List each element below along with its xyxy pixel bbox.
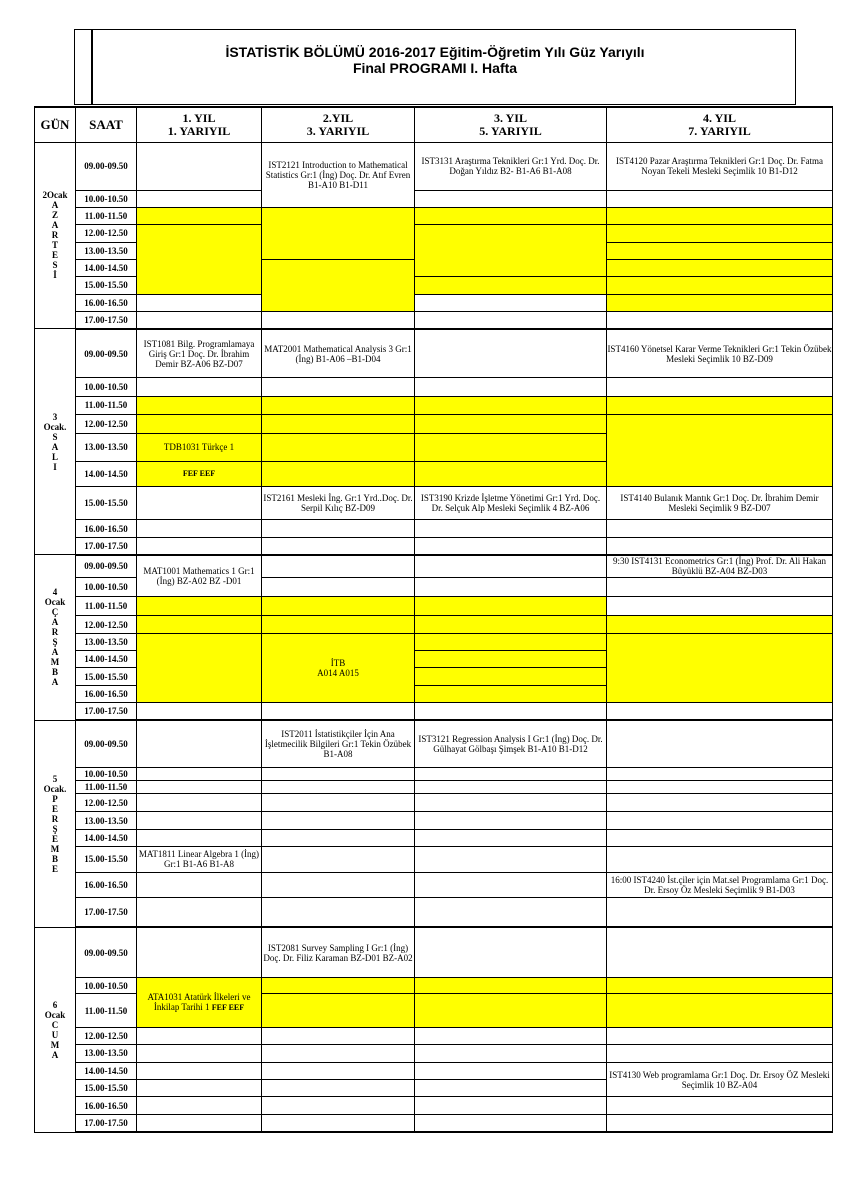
- empty-cell: [415, 927, 607, 977]
- empty-cell: [607, 812, 833, 829]
- time-cell: 15.00-15.50: [76, 668, 137, 685]
- empty-cell: [262, 898, 415, 928]
- empty-cell: [415, 812, 607, 829]
- empty-cell: [137, 1080, 262, 1097]
- empty-cell: [262, 1062, 415, 1079]
- time-cell: 13.00-13.50: [76, 633, 137, 650]
- highlight-cell: [262, 616, 415, 633]
- exam-schedule-table: [34, 106, 833, 1133]
- time-cell: 16.00-16.50: [76, 1097, 137, 1114]
- time-cell: 10.00-10.50: [76, 190, 137, 207]
- time-cell: 12.00-12.50: [76, 415, 137, 433]
- time-cell: 15.00-15.50: [76, 847, 137, 873]
- highlight-cell: [607, 259, 833, 276]
- time-cell: 12.00-12.50: [76, 1027, 137, 1044]
- time-cell: 09.00-09.50: [76, 927, 137, 977]
- highlight-cell: [137, 396, 262, 414]
- empty-cell: [415, 898, 607, 928]
- time-cell: 17.00-17.50: [76, 1114, 137, 1132]
- page-title: İSTATİSTİK BÖLÜMÜ 2016-2017 Eğitim-Öğretim Yılı Güz Yarıyılı: [225, 44, 645, 60]
- highlight-cell: [137, 225, 262, 294]
- highlight-cell: [607, 225, 833, 242]
- highlight-cell: [262, 207, 415, 259]
- empty-cell: [262, 520, 415, 537]
- day-friday: 6 Ocak C U M A: [35, 927, 76, 1132]
- time-cell: 12.00-12.50: [76, 794, 137, 812]
- highlight-cell: [262, 396, 415, 414]
- empty-cell: [607, 847, 833, 873]
- empty-cell: [137, 794, 262, 812]
- empty-cell: [137, 829, 262, 846]
- empty-cell: [415, 1027, 607, 1044]
- time-cell: 17.00-17.50: [76, 898, 137, 928]
- empty-cell: [137, 142, 262, 190]
- col-header-year3: 3. YIL 5. YARIYIL: [415, 107, 607, 142]
- col-header-year1: 1. YIL 1. YARIYIL: [137, 107, 262, 142]
- empty-cell: [607, 520, 833, 537]
- empty-cell: [607, 767, 833, 780]
- highlight-cell: [607, 616, 833, 633]
- empty-cell: [137, 378, 262, 396]
- time-cell: 09.00-09.50: [76, 142, 137, 190]
- time-cell: 10.00-10.50: [76, 767, 137, 780]
- highlight-cell: [607, 207, 833, 224]
- empty-cell: [607, 596, 833, 615]
- highlight-cell: [415, 462, 607, 487]
- empty-cell: [415, 1114, 607, 1132]
- time-cell: 15.00-15.50: [76, 277, 137, 294]
- time-cell: 09.00-09.50: [76, 720, 137, 767]
- empty-cell: [415, 872, 607, 898]
- time-cell: 13.00-13.50: [76, 433, 137, 462]
- highlight-cell: [137, 633, 262, 702]
- empty-cell: [137, 190, 262, 207]
- time-cell: 12.00-12.50: [76, 616, 137, 633]
- exam-mon-y4: IST4120 Pazar Araştırma Teknikleri Gr:1 Doç. Dr. Fatma Noyan Tekeli Mesleki Seçimlik 10 B1-D12: [607, 142, 833, 190]
- empty-cell: [607, 378, 833, 396]
- time-cell: 16.00-16.50: [76, 294, 137, 311]
- empty-cell: [262, 829, 415, 846]
- highlight-cell: [415, 977, 607, 993]
- time-cell: 11.00-11.50: [76, 596, 137, 615]
- exam-tue-y3-15: IST3190 Krizde İşletme Yönetimi Gr:1 Yrd. Doç. Dr. Selçuk Alp Mesleki Seçimlik 4 BZ-A06: [415, 486, 607, 520]
- empty-cell: [137, 898, 262, 928]
- empty-cell: [415, 555, 607, 577]
- time-cell: 14.00-14.50: [76, 259, 137, 276]
- time-cell: 13.00-13.50: [76, 812, 137, 829]
- empty-cell: [137, 927, 262, 977]
- empty-cell: [607, 898, 833, 928]
- empty-cell: [415, 312, 607, 329]
- empty-cell: [607, 1097, 833, 1114]
- empty-cell: [607, 780, 833, 793]
- empty-cell: [415, 829, 607, 846]
- highlight-cell: [415, 277, 607, 294]
- empty-cell: [415, 1080, 607, 1097]
- empty-cell: [415, 378, 607, 396]
- empty-cell: [137, 1062, 262, 1079]
- empty-cell: [607, 1114, 833, 1132]
- time-cell: 17.00-17.50: [76, 312, 137, 329]
- empty-cell: [137, 1097, 262, 1114]
- empty-cell: [262, 1097, 415, 1114]
- empty-cell: [137, 720, 262, 767]
- exam-wed-itb: [262, 633, 415, 702]
- time-cell: 14.00-14.50: [76, 1062, 137, 1079]
- highlight-cell: [415, 396, 607, 414]
- exam-mon-y3: IST3131 Araştırma Teknikleri Gr:1 Yrd. Doç. Dr. Doğan Yıldız B2- B1-A6 B1-A08: [415, 142, 607, 190]
- time-cell: 14.00-14.50: [76, 651, 137, 668]
- empty-cell: [262, 847, 415, 873]
- exam-tue-tdb: TDB1031 Türkçe 1: [137, 433, 262, 462]
- empty-cell: [137, 294, 262, 311]
- empty-cell: [415, 794, 607, 812]
- empty-cell: [137, 812, 262, 829]
- highlight-cell: [607, 396, 833, 414]
- time-cell: 10.00-10.50: [76, 977, 137, 993]
- empty-cell: [607, 190, 833, 207]
- empty-cell: [607, 577, 833, 596]
- empty-cell: [262, 794, 415, 812]
- empty-cell: [137, 1027, 262, 1044]
- exam-tue-y1: IST1081 Bilg. Programlamaya Giriş Gr:1 Doç. Dr. İbrahim Demir BZ-A06 BZ-D07: [137, 329, 262, 378]
- empty-cell: [415, 294, 607, 311]
- highlight-cell: [607, 633, 833, 702]
- empty-cell: [415, 780, 607, 793]
- time-cell: 11.00-11.50: [76, 207, 137, 224]
- highlight-cell: [415, 415, 607, 433]
- empty-cell: [137, 537, 262, 554]
- empty-cell: [262, 1027, 415, 1044]
- highlight-cell: [262, 259, 415, 311]
- exam-tue-y2-15: IST2161 Mesleki İng. Gr:1 Yrd..Doç. Dr. Serpil Kılıç BZ-D09: [262, 486, 415, 520]
- itb-rooms: A014 A015: [317, 667, 359, 678]
- exam-thu-y4-16: 16:00 IST4240 İst.çiler için Mat.sel Programlama Gr:1 Doç. Dr. Ersoy Öz Mesleki Seçimlik 9 B1-D03: [607, 872, 833, 898]
- empty-cell: [415, 577, 607, 596]
- col-header-year4: 4. YIL 7. YARIYIL: [607, 107, 833, 142]
- highlight-cell: [607, 242, 833, 259]
- day-monday: 2Ocak A Z A R T E S İ: [35, 142, 76, 329]
- empty-cell: [415, 767, 607, 780]
- empty-cell: [607, 829, 833, 846]
- empty-cell: [415, 1097, 607, 1114]
- highlight-cell: [137, 616, 262, 633]
- highlight-cell: [137, 415, 262, 433]
- time-cell: 10.00-10.50: [76, 577, 137, 596]
- empty-cell: [607, 537, 833, 554]
- exam-thu-y3: IST3121 Regression Analysis I Gr:1 (İng) Doç. Dr. Gülhayat Gölbaşı Şimşek B1-A10 B1-D12: [415, 720, 607, 767]
- exam-fri-y4-14: IST4130 Web programlama Gr:1 Doç. Dr. Ersoy ÖZ Mesleki Seçimlik 10 BZ-A04: [607, 1062, 833, 1097]
- highlight-cell: [262, 977, 415, 993]
- empty-cell: [137, 1114, 262, 1132]
- empty-cell: [415, 1062, 607, 1079]
- highlight-cell: [415, 596, 607, 615]
- time-cell: 13.00-13.50: [76, 242, 137, 259]
- highlight-cell: [607, 277, 833, 294]
- empty-cell: [262, 703, 415, 720]
- time-cell: 11.00-11.50: [76, 994, 137, 1028]
- highlight-cell: [415, 651, 607, 668]
- time-cell: 14.00-14.50: [76, 829, 137, 846]
- highlight-cell: [415, 685, 607, 702]
- time-cell: 16.00-16.50: [76, 685, 137, 702]
- highlight-cell: [415, 633, 607, 650]
- time-cell: 16.00-16.50: [76, 872, 137, 898]
- empty-cell: [262, 1045, 415, 1062]
- empty-cell: [262, 1080, 415, 1097]
- page-subtitle: Final PROGRAMI I. Hafta: [352, 60, 518, 76]
- time-cell: 09.00-09.50: [76, 555, 137, 577]
- empty-cell: [607, 927, 833, 977]
- day-tuesday: 3 Ocak. S A L I: [35, 329, 76, 555]
- highlight-cell: [415, 616, 607, 633]
- exam-thu-y1-15: MAT1811 Linear Algebra 1 (İng) Gr:1 B1-A6 B1-A8: [137, 847, 262, 873]
- time-cell: 14.00-14.50: [76, 462, 137, 487]
- highlight-cell: [262, 462, 415, 487]
- empty-cell: [137, 703, 262, 720]
- empty-cell: [415, 1045, 607, 1062]
- empty-cell: [262, 767, 415, 780]
- highlight-cell: [607, 415, 833, 486]
- time-cell: 12.00-12.50: [76, 225, 137, 242]
- empty-cell: [262, 378, 415, 396]
- time-cell: 13.00-13.50: [76, 1045, 137, 1062]
- empty-cell: [262, 312, 415, 329]
- time-cell: 15.00-15.50: [76, 486, 137, 520]
- exam-wed-y4: 9:30 IST4131 Econometrics Gr:1 (İng) Prof. Dr. Ali Hakan Büyüklü BZ-A04 BZ-D03: [607, 555, 833, 577]
- empty-cell: [262, 812, 415, 829]
- empty-cell: [415, 847, 607, 873]
- time-cell: 17.00-17.50: [76, 703, 137, 720]
- exam-tue-y4-15: IST4140 Bulanık Mantık Gr:1 Doç. Dr. İbrahim Demir Mesleki Seçimlik 9 BZ-D07: [607, 486, 833, 520]
- ata-title: ATA1031 Atatürk İlkeleri ve İnkilap Tarihi 1: [147, 991, 251, 1012]
- day-thursday: 5 Ocak. P E R Ş E M B E: [35, 720, 76, 927]
- time-cell: 11.00-11.50: [76, 780, 137, 793]
- highlight-cell: [137, 207, 262, 224]
- highlight-cell: [262, 596, 415, 615]
- empty-cell: [607, 720, 833, 767]
- highlight-cell: [262, 994, 415, 1028]
- highlight-cell: [607, 977, 833, 993]
- time-cell: 16.00-16.50: [76, 520, 137, 537]
- empty-cell: [137, 312, 262, 329]
- empty-cell: [607, 703, 833, 720]
- highlight-cell: [415, 225, 607, 277]
- itb-label: İTB: [330, 657, 346, 668]
- exam-mon-y2: IST2121 Introduction to Mathematical Statistics Gr:1 (İng) Doç. Dr. Atıf Evren B1-A10 B1-D11: [262, 142, 415, 207]
- exam-wed-y1: MAT1001 Mathematics 1 Gr:1 (İng) BZ-A02 BZ -D01: [137, 555, 262, 597]
- exam-fri-y2: IST2081 Survey Sampling I Gr:1 (İng) Doç. Dr. Filiz Karaman BZ-D01 BZ-A02: [262, 927, 415, 977]
- col-header-year2: 2.YIL 3. YARIYIL: [262, 107, 415, 142]
- empty-cell: [137, 872, 262, 898]
- empty-cell: [262, 537, 415, 554]
- time-cell: 09.00-09.50: [76, 329, 137, 378]
- empty-cell: [137, 780, 262, 793]
- exam-fri-ata: [137, 977, 262, 1027]
- highlight-cell: [607, 994, 833, 1028]
- exam-tue-y4: IST4160 Yönetsel Karar Verme Teknikleri Gr:1 Tekin Özübek Mesleki Seçimlik 10 BZ-D09: [607, 329, 833, 378]
- col-header-gun: GÜN: [35, 107, 76, 142]
- empty-cell: [137, 1045, 262, 1062]
- highlight-cell: [415, 433, 607, 462]
- empty-cell: [137, 520, 262, 537]
- empty-cell: [607, 794, 833, 812]
- empty-cell: [607, 1045, 833, 1062]
- time-cell: 10.00-10.50: [76, 378, 137, 396]
- empty-cell: [607, 312, 833, 329]
- ata-fef: FEF EEF: [211, 1002, 245, 1012]
- highlight-cell: [262, 433, 415, 462]
- highlight-cell: [415, 207, 607, 224]
- empty-cell: [262, 780, 415, 793]
- time-cell: 15.00-15.50: [76, 1080, 137, 1097]
- highlight-cell: [607, 294, 833, 311]
- col-header-saat: SAAT: [76, 107, 137, 142]
- empty-cell: [415, 537, 607, 554]
- empty-cell: [262, 872, 415, 898]
- empty-cell: [415, 703, 607, 720]
- highlight-cell: [137, 596, 262, 615]
- time-cell: 11.00-11.50: [76, 396, 137, 414]
- empty-cell: [415, 329, 607, 378]
- empty-cell: [262, 1114, 415, 1132]
- empty-cell: [607, 1027, 833, 1044]
- empty-cell: [415, 520, 607, 537]
- empty-cell: [262, 555, 415, 577]
- exam-tue-fef: FEF EEF: [137, 462, 262, 487]
- day-wednesday: 4 Ocak Ç A R Ş A M B A: [35, 555, 76, 720]
- highlight-cell: [415, 994, 607, 1028]
- empty-cell: [415, 190, 607, 207]
- highlight-cell: [262, 415, 415, 433]
- empty-cell: [262, 577, 415, 596]
- highlight-cell: [415, 668, 607, 685]
- empty-cell: [137, 486, 262, 520]
- time-cell: 17.00-17.50: [76, 537, 137, 554]
- exam-tue-y2: MAT2001 Mathematical Analysis 3 Gr:1 (İng) B1-A06 –B1-D04: [262, 329, 415, 378]
- exam-thu-y2: IST2011 İstatistikçiler İçin Ana İşletmecilik Bilgileri Gr:1 Tekin Özübek B1-A08: [262, 720, 415, 767]
- empty-cell: [137, 767, 262, 780]
